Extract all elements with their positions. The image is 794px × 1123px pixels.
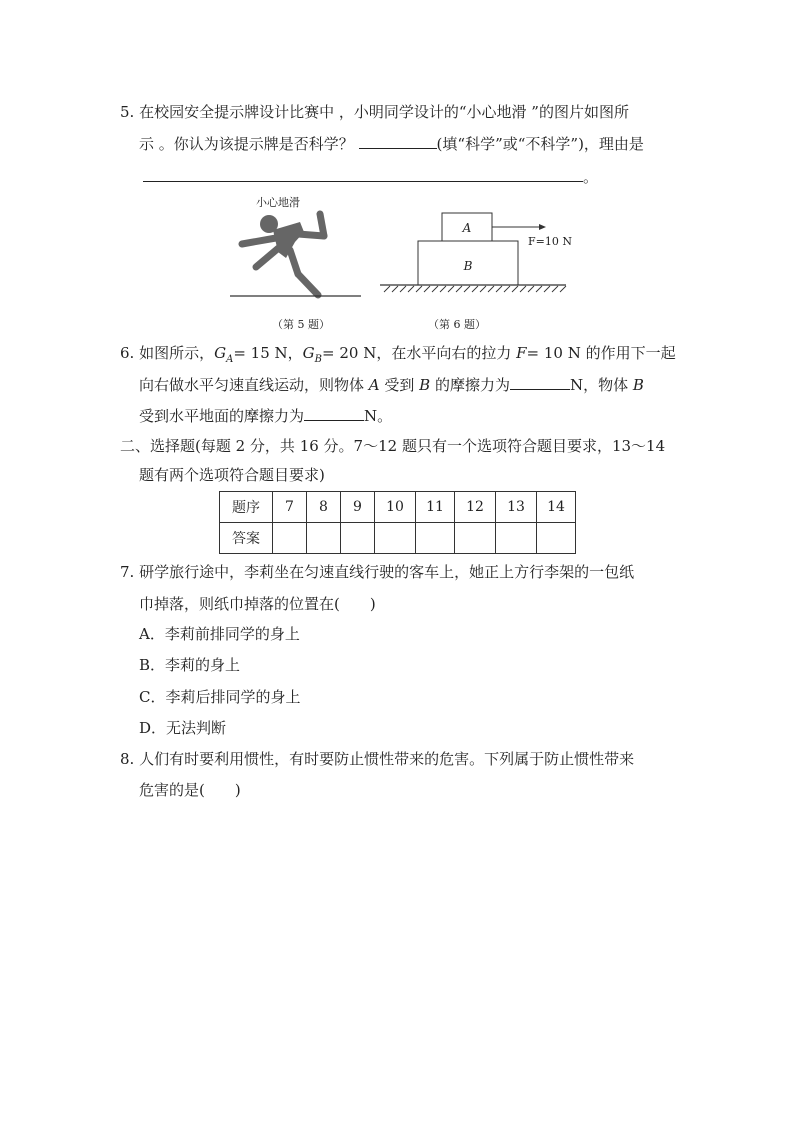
q6-gb: G (302, 344, 315, 362)
q6-text: 受到 (379, 376, 420, 394)
answer-cell[interactable] (375, 523, 416, 554)
answer-cell[interactable] (496, 523, 537, 554)
force-label: F=10 N (528, 235, 572, 248)
table-number: 13 (496, 492, 537, 523)
table-header-label: 题序 (220, 492, 273, 523)
table-number: 14 (537, 492, 576, 523)
answer-cell[interactable] (537, 523, 576, 554)
q5-reason-blank[interactable] (143, 167, 583, 182)
q7-line-2: 巾掉落，则纸巾掉落的位置在( ) (139, 595, 376, 613)
q6-b: B (419, 376, 431, 394)
table-answer-label: 答案 (220, 523, 273, 554)
q6-line-1 (120, 343, 676, 370)
q6-text: = 15 N， (233, 344, 303, 362)
q6-text: = 10 N 的作用下一起 (526, 344, 676, 362)
q6-blank-2[interactable] (304, 406, 364, 421)
answer-cell[interactable] (455, 523, 496, 554)
q5-answer-blank[interactable] (359, 134, 437, 149)
answer-table (219, 491, 576, 554)
q6-b: B (632, 376, 644, 394)
table-row (220, 492, 576, 523)
table-number: 8 (307, 492, 341, 523)
table-number: 7 (273, 492, 307, 523)
q6-text: N，物体 (569, 376, 633, 394)
q7-option-a[interactable]: A．李莉前排同学的身上 (139, 625, 300, 643)
q5-line-3 (143, 167, 598, 187)
q5-line-3-end: 。 (583, 168, 599, 186)
q7-option-c[interactable]: C．李莉后排同学的身上 (139, 688, 301, 706)
slipping-person-icon (228, 192, 363, 304)
q7-option-b[interactable]: B．李莉的身上 (139, 656, 241, 674)
q6-ga: G (214, 344, 227, 362)
q6-text: 受到水平地面的摩擦力为 (139, 407, 305, 425)
answer-cell[interactable] (416, 523, 455, 554)
table-number: 10 (375, 492, 416, 523)
q5-figure-label: 小心地滑 (256, 196, 300, 209)
q7-line-1: 7. 研学旅行途中，李莉坐在匀速直线行驶的客车上，她正上方行李架的一包纸 (120, 563, 635, 581)
q6-text: 的摩擦力为 (430, 376, 510, 394)
q8-line-2: 危害的是( ) (139, 781, 241, 799)
q6-text: 向右做水平匀速直线运动，则物体 (139, 376, 369, 394)
section-2-heading-cont: 题有两个选项符合题目要求) (139, 466, 325, 484)
q6-blank-1[interactable] (510, 375, 570, 390)
q8-line-1: 8. 人们有时要利用惯性，有时要防止惯性带来的危害。下列属于防止惯性带来 (120, 750, 635, 768)
q5-line-2-text: 示 。你认为该提示牌是否科学？ (139, 135, 359, 153)
q5-line-2 (139, 134, 644, 154)
q7-option-d[interactable]: D．无法判断 (139, 719, 227, 737)
q6-text: = 20 N，在水平向右的拉力 (322, 344, 517, 362)
q6-gb-sub: B (314, 354, 322, 365)
block-b-label: B (463, 259, 473, 273)
q5-line-1: 5. 在校园安全提示牌设计比赛中 ，小明同学设计的“小心地滑 ”的图片如图所 (120, 103, 629, 121)
q6-line-3 (139, 406, 392, 426)
q6-text: 如图所示， (139, 344, 215, 362)
ground-hatching (384, 286, 566, 292)
section-2-heading: 二、选择题(每题 2 分，共 16 分。7～12 题只有一个选项符合题目要求，13～14 (120, 437, 666, 455)
q5-caption: （第 5 题） (272, 318, 330, 331)
q6-text: N。 (364, 407, 393, 425)
table-number: 12 (455, 492, 496, 523)
q6-a: A (368, 376, 380, 394)
answer-cell[interactable] (341, 523, 375, 554)
q5-figure (228, 192, 363, 304)
q5-line-2-hint: (填“科学”或“不科学”)，理由是 (436, 135, 644, 153)
answer-cell[interactable] (307, 523, 341, 554)
table-number: 11 (416, 492, 455, 523)
arrow-head-icon (539, 224, 546, 230)
q6-number: 6. (120, 344, 135, 362)
block-a-label: A (462, 221, 472, 235)
q6-ga-sub: A (226, 354, 234, 365)
table-row (220, 523, 576, 554)
q6-figure (376, 208, 576, 300)
table-number: 9 (341, 492, 375, 523)
q6-f: F (516, 344, 527, 362)
q6-caption: （第 6 题） (428, 318, 486, 331)
q6-line-2 (139, 375, 644, 395)
answer-cell[interactable] (273, 523, 307, 554)
